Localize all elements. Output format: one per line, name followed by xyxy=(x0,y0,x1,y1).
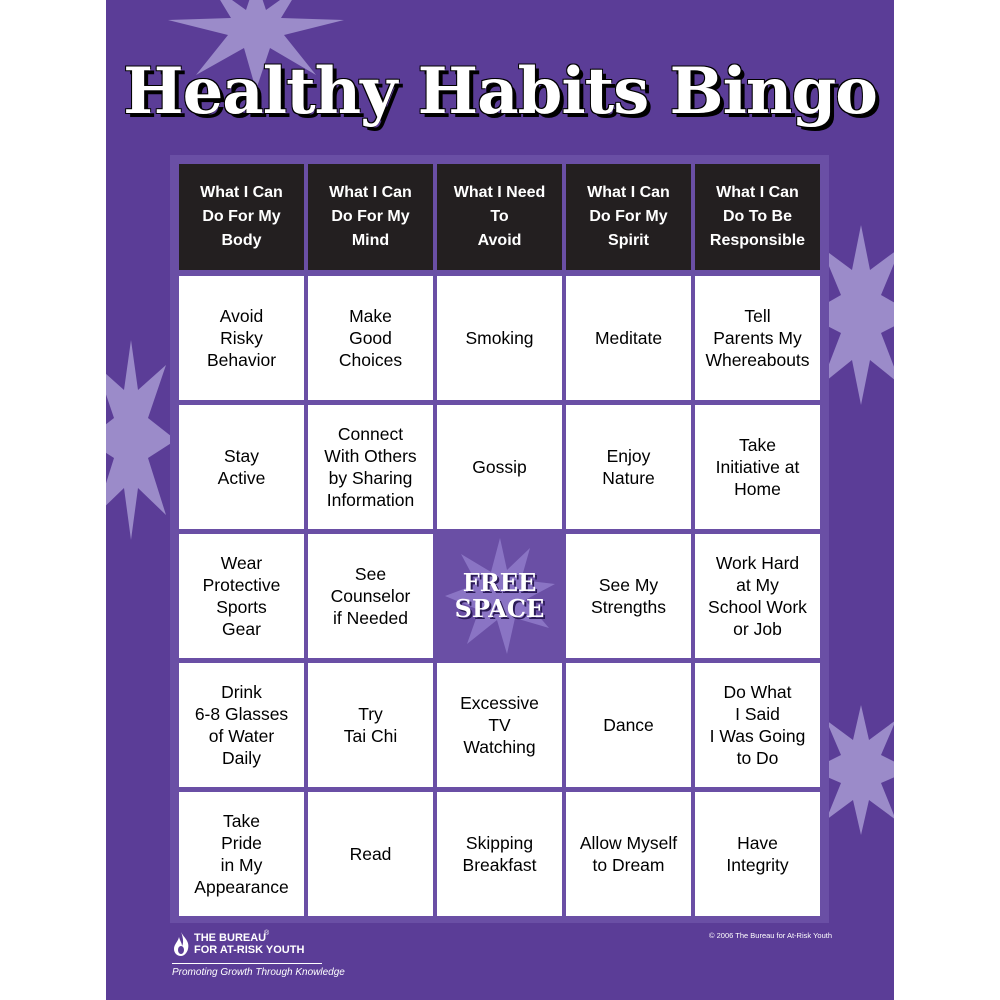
bingo-square: See My Strengths xyxy=(566,534,691,658)
logo-divider xyxy=(172,963,322,964)
bingo-square: Take Initiative at Home xyxy=(695,405,820,529)
publisher-logo xyxy=(172,930,412,980)
bingo-square: See Counselor if Needed xyxy=(308,534,433,658)
bingo-square: Excessive TV Watching xyxy=(437,663,562,787)
bingo-square: Skipping Breakfast xyxy=(437,792,562,916)
column-header-spirit: What I Can Do For My Spirit xyxy=(566,164,691,270)
poster-title: Healthy Habits Bingo xyxy=(123,54,877,129)
bingo-square: Read xyxy=(308,792,433,916)
bingo-square: Tell Parents My Whereabouts xyxy=(695,276,820,400)
star-decoration-left xyxy=(106,340,176,540)
free-space-label: FREE SPACE xyxy=(454,568,545,623)
bingo-square: Try Tai Chi xyxy=(308,663,433,787)
bingo-poster xyxy=(106,0,894,1000)
bingo-square: Avoid Risky Behavior xyxy=(179,276,304,400)
bingo-square: Meditate xyxy=(566,276,691,400)
publisher-tagline: Promoting Growth Through Knowledge xyxy=(172,967,345,978)
column-header-avoid: What I Need To Avoid xyxy=(437,164,562,270)
bingo-square: Allow Myself to Dream xyxy=(566,792,691,916)
bingo-square: Smoking xyxy=(437,276,562,400)
bingo-square: Work Hard at My School Work or Job xyxy=(695,534,820,658)
column-header-responsible: What I Can Do To Be Responsible xyxy=(695,164,820,270)
publisher-name: THE BUREAU FOR AT-RISK YOUTH xyxy=(194,932,305,956)
bingo-square: Take Pride in My Appearance xyxy=(179,792,304,916)
bingo-board xyxy=(170,155,829,923)
bingo-square: Drink 6-8 Glasses of Water Daily xyxy=(179,663,304,787)
bingo-square: Make Good Choices xyxy=(308,276,433,400)
registered-mark: ® xyxy=(264,930,270,937)
free-space-square xyxy=(437,534,562,658)
bingo-square: Connect With Others by Sharing Information xyxy=(308,405,433,529)
bingo-square: Do What I Said I Was Going to Do xyxy=(695,663,820,787)
bingo-square: Stay Active xyxy=(179,405,304,529)
bingo-square: Wear Protective Sports Gear xyxy=(179,534,304,658)
bingo-square: Gossip xyxy=(437,405,562,529)
bingo-square: Dance xyxy=(566,663,691,787)
bingo-square: Enjoy Nature xyxy=(566,405,691,529)
flame-icon xyxy=(172,932,190,956)
bingo-square: Have Integrity xyxy=(695,792,820,916)
column-header-body: What I Can Do For My Body xyxy=(179,164,304,270)
copyright-notice: © 2006 The Bureau for At-Risk Youth xyxy=(709,931,832,940)
column-header-mind: What I Can Do For My Mind xyxy=(308,164,433,270)
